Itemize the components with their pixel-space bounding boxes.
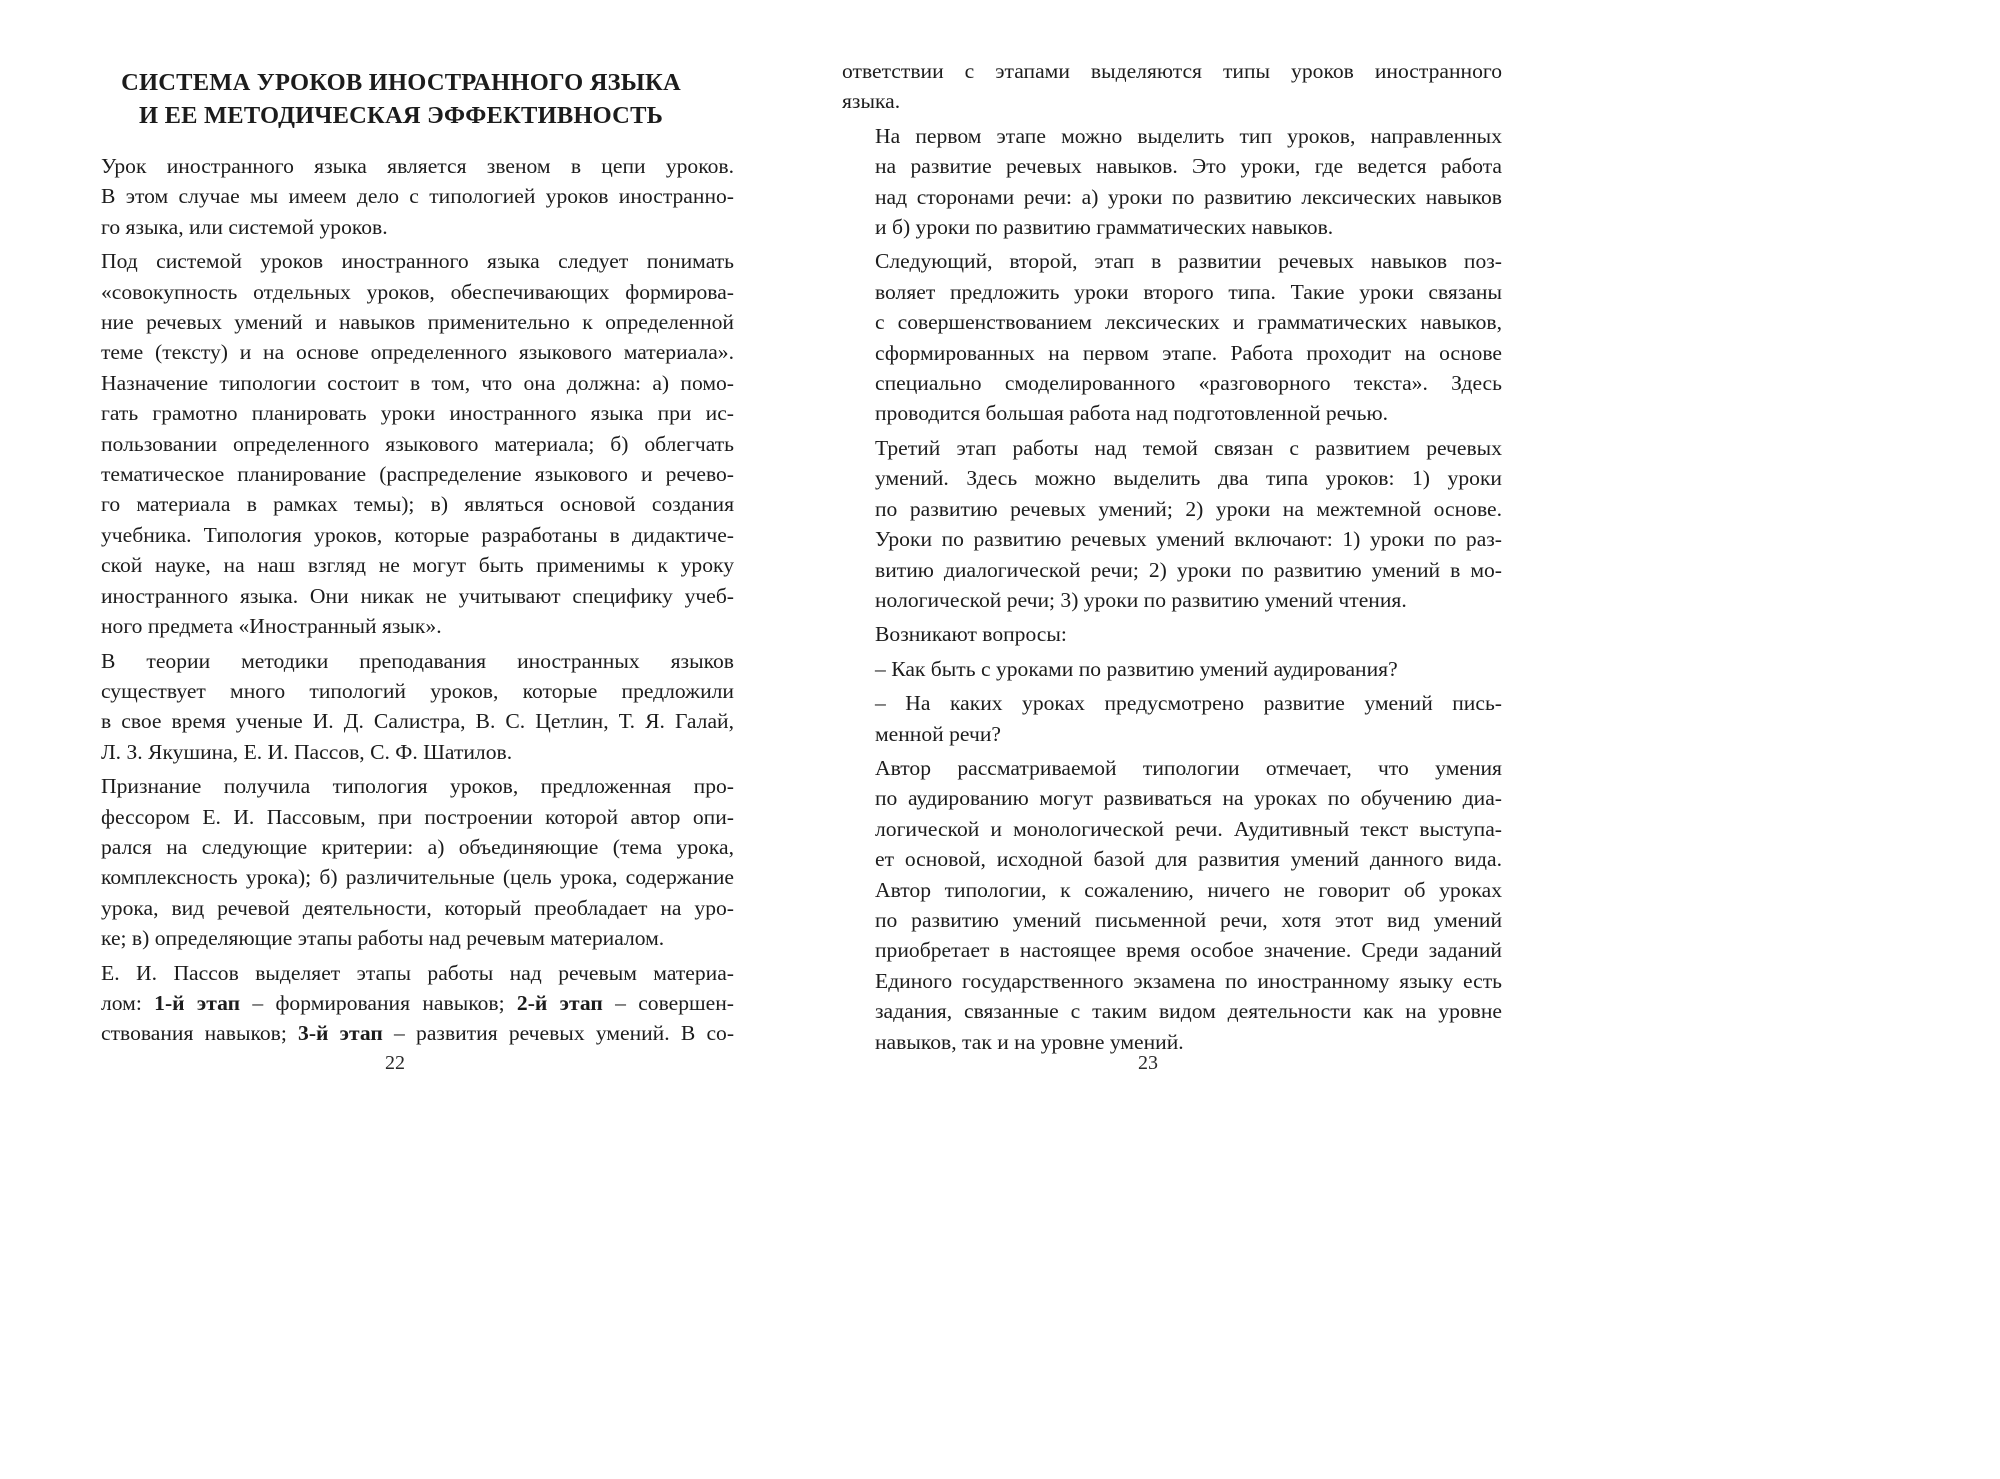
text-line: языка. <box>842 89 901 114</box>
text-line: Л. З. Якушина, Е. И. Пассов, С. Ф. Шатилов. <box>101 739 513 764</box>
text-line: Признание получила типология уроков, предложенная про- <box>101 774 734 799</box>
text-line: рался на следующие критерии: а) объединяющие (тема урока, <box>101 834 734 859</box>
text-line: Третий этап работы над темой связан с развитием речевых <box>875 435 1502 460</box>
text-line: по развитию речевых умений; 2) уроки на межтемной основе. <box>875 496 1502 521</box>
text-line: ние речевых умений и навыков применительно к определенной <box>101 310 734 335</box>
page-number-right: 23 <box>1138 1052 1158 1074</box>
paragraph <box>842 619 1502 649</box>
text-line: теме (тексту) и на основе определенного языкового материала». <box>101 340 734 365</box>
text-line: специально смоделированного «разговорного текста». Здесь <box>875 371 1502 396</box>
text-line: воляет предложить уроки второго типа. Такие уроки связаны <box>875 279 1502 304</box>
text-line: Назначение типологии состоит в том, что она должна: а) помо- <box>101 370 734 395</box>
text-line: Урок иностранного языка является звеном в цепи уроков. <box>101 154 734 178</box>
chapter-title <box>68 66 734 132</box>
text-line: гать грамотно планировать уроки иностранного языка при ис- <box>101 401 734 426</box>
text-line: Уроки по развитию речевых умений включают: 1) уроки по раз- <box>875 527 1502 552</box>
text-line: существует много типологий уроков, которые предложили <box>101 678 734 703</box>
question-item <box>842 654 1502 684</box>
question-item <box>842 688 1502 749</box>
stage-1-label: 1-й этап <box>154 990 241 1015</box>
text-line <box>68 1018 734 1048</box>
text-line: комплексность урока); б) различительные (цель урока, содержание <box>101 865 734 890</box>
text-line: проводится большая работа над подготовленной речью. <box>875 401 1388 426</box>
text-line: логической и монологической речи. Аудитивный текст выступа- <box>875 816 1502 841</box>
text-line: с совершенствованием лексических и грамматических навыков, <box>875 310 1502 335</box>
text-line: над сторонами речи: а) уроки по развитию лексических навыков <box>875 184 1502 209</box>
text-line: нологической речи; 3) уроки по развитию умений чтения. <box>875 587 1407 612</box>
text-line: урока, вид речевой деятельности, который преобладает на уро- <box>101 895 734 920</box>
text-line: – На каких уроках предусмотрено развитие умений пись- <box>875 691 1502 716</box>
text-line: иностранного языка. Они никак не учитывают специфику учеб- <box>101 583 734 608</box>
right-page-body <box>842 56 1502 1057</box>
text-line: фессором Е. И. Пассовым, при построении которой автор опи- <box>101 804 734 829</box>
text-line: приобретает в настоящее время особое значение. Среди заданий <box>875 938 1502 963</box>
text-line: ного предмета «Иностранный язык». <box>101 614 442 639</box>
text-line: учебника. Типология уроков, которые разработаны в дидактиче- <box>101 522 734 547</box>
text-line: по аудированию могут развиваться на уроках по обучению диа- <box>875 786 1502 811</box>
text-line: в свое время ученые И. Д. Салистра, В. С. Цетлин, Т. Я. Галай, <box>101 709 734 734</box>
chapter-title-line: И ЕЕ МЕТОДИЧЕСКАЯ ЭФФЕКТИВНОСТЬ <box>138 102 664 129</box>
text-line: менной речи? <box>875 721 1001 746</box>
paragraph <box>68 771 734 953</box>
text-line: Единого государственного экзамена по иностранному языку есть <box>875 968 1502 993</box>
paragraph <box>68 246 734 641</box>
text-line: по развитию умений письменной речи, хотя этот вид умений <box>875 907 1502 932</box>
text-line: го языка, или системой уроков. <box>101 214 388 239</box>
text-fragment: лом: <box>101 990 155 1015</box>
text-line: задания, связанные с таким видом деятельности как на уровне <box>875 999 1502 1024</box>
text-line: навыков, так и на уровне умений. <box>875 1029 1184 1054</box>
text-fragment: ствования навыков; <box>101 1021 299 1046</box>
text-line: го материала в рамках темы); в) являться основой создания <box>101 492 734 517</box>
stage-3-label: 3-й этап <box>298 1021 383 1046</box>
left-page <box>68 0 734 1160</box>
text-line: умений. Здесь можно выделить два типа уроков: 1) уроки <box>875 466 1502 491</box>
text-fragment: – формирования навыков; <box>240 990 517 1015</box>
text-line: ет основой, исходной базой для развития умений данного вида. <box>875 847 1502 872</box>
paragraph <box>842 121 1502 243</box>
text-line: Под системой уроков иностранного языка следует понимать <box>101 249 734 274</box>
text-line: Возникают вопросы: <box>875 622 1067 647</box>
text-line: сформированных на первом этапе. Работа проходит на основе <box>875 340 1502 365</box>
paragraph <box>842 753 1502 1057</box>
text-line: ской науке, на наш взгляд не могут быть применимы к уроку <box>101 553 734 578</box>
text-line: и б) уроки по развитию грамматических навыков. <box>875 215 1334 240</box>
paragraph <box>842 246 1502 428</box>
text-line: В этом случае мы имеем дело с типологией уроков иностранно- <box>101 184 734 209</box>
text-line: Автор рассматриваемой типологии отмечает, что умения <box>875 755 1502 780</box>
text-line: витию диалогической речи; 2) уроки по развитию умений в мо- <box>875 557 1502 582</box>
right-page <box>842 0 1502 1160</box>
text-line: Следующий, второй, этап в развитии речевых навыков поз- <box>875 249 1502 274</box>
text-fragment: – совершен- <box>602 990 734 1015</box>
text-line: ответствии с этапами выделяются типы уроков иностранного <box>842 59 1502 83</box>
text-line: – Как быть с уроками по развитию умений аудирования? <box>875 656 1398 681</box>
stages-paragraph <box>68 958 734 1049</box>
text-line: Автор типологии, к сожалению, ничего не говорит об уроках <box>875 877 1502 902</box>
text-line <box>68 988 734 1018</box>
paragraph <box>842 433 1502 615</box>
stage-2-label: 2-й этап <box>516 990 603 1015</box>
page-number-left: 22 <box>385 1052 405 1074</box>
text-line: Е. И. Пассов выделяет этапы работы над речевым материа- <box>101 960 734 985</box>
text-line: В теории методики преподавания иностранных языков <box>101 648 734 673</box>
paragraph-continuation <box>842 56 1502 117</box>
text-line: тематическое планирование (распределение языкового и речево- <box>101 462 734 487</box>
chapter-title-line: СИСТЕМА УРОКОВ ИНОСТРАННОГО ЯЗЫКА <box>121 69 681 96</box>
paragraph <box>68 151 734 242</box>
left-page-body <box>68 151 734 1049</box>
text-line: пользовании определенного языкового материала; б) облегчать <box>101 431 734 456</box>
text-line: ке; в) определяющие этапы работы над речевым материалом. <box>101 926 665 951</box>
paragraph <box>68 646 734 768</box>
text-line: На первом этапе можно выделить тип уроков, направленных <box>875 123 1502 148</box>
text-fragment: – развития речевых умений. В со- <box>382 1021 735 1046</box>
text-line: «совокупность отдельных уроков, обеспечивающих формирова- <box>101 279 734 304</box>
text-line: на развитие речевых навыков. Это уроки, где ведется работа <box>875 154 1502 179</box>
